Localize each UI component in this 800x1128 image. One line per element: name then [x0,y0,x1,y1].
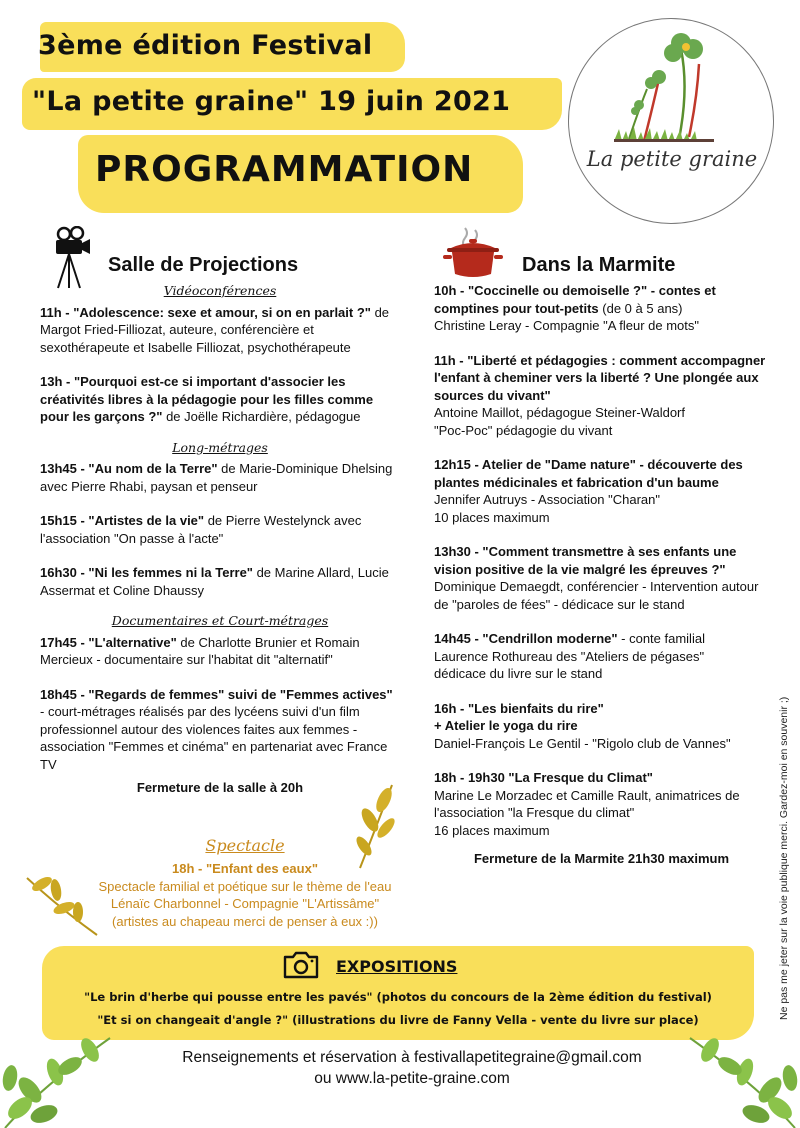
exposition-item: "Et si on changeait d'angle ?" (illustrations du livre de Fanny Vella - vente du livre sur place) [97,1013,699,1027]
right-closing: Fermeture de la Marmite 21h30 maximum [473,851,730,866]
spectacle-block [80,836,410,930]
subsection-long-metrages: Long-métrages [172,439,268,455]
festival-name-date: "La petite graine" 19 juin 2021 [32,86,511,117]
programmation-title: PROGRAMMATION [95,149,474,190]
left-program [40,282,400,797]
spectacle-note: (artistes au chapeau merci de penser à eux :)) [112,913,378,929]
logo-plant-icon [569,19,774,224]
program-entry: 16h - "Les bienfaits du rire" + Atelier le yoga du rire Daniel-François Le Gentil - "Rigolo club de Vannes" [434,700,731,751]
contact-email: Renseignements et réservation à festivallapetitegraine@gmail.com [182,1049,642,1066]
program-entry: 15h15 - "Artistes de la vie" de Pierre Westelynck avec l'association "On passe à l'acte" [40,513,362,546]
logo [568,18,774,224]
left-section-title: Salle de Projections [108,254,299,276]
subsection-documentaires: Documentaires et Court-métrages [111,613,329,628]
logo-text: La petite graine [586,147,758,171]
program-entry: 17h45 - "L'alternative" de Charlotte Brunier et Romain Mercieux - documentaire sur l'habitat dit "alternatif" [40,634,360,667]
leaf-branch-icon [670,1028,800,1128]
right-program [434,282,769,868]
program-entry: 18h45 - "Regards de femmes" suivi de "Femmes actives" - court-métrages réalisés par des lycéens suivi d'un film professionnel autour des violences faites aux femmes - association "Femmes et cinéma" en partenariat avec France TV [40,686,393,772]
program-entry: 13h - "Pourquoi est-ce si important d'associer les créativités libres à la pédagogie pour les filles comme pour les garçons ?" de Joëlle Richardière, pédagogue [40,374,374,424]
program-entry: 14h45 - "Cendrillon moderne" - conte familial Laurence Rothureau des "Ateliers de pégases" dédicace du livre sur le stand [434,631,705,681]
exposition-item: "Le brin d'herbe qui pousse entre les pavés" (photos du concours de la 2ème édition du festival) [84,990,712,1004]
program-entry: 11h - "Adolescence: sexe et amour, si on en parlait ?" de Margot Fried-Filliozat, auteure, conférencière et sexothérapeute et Isabelle Filliozat, psychothérapeute [40,304,390,355]
program-entry: 11h - "Liberté et pédagogies : comment accompagner l'enfant à cheminer vers la liberté ? Une plongée aux sources du vivant" Antoine Maillot, pédagogue Steiner-Waldorf "Poc-Poc" pédagogie du vivant [434,352,766,438]
film-camera-icon [52,226,92,290]
side-note: Ne pas me jeter sur la voie publique merci. Gardez-moi en souvenir ;) [778,696,790,1020]
program-entry: 18h - 19h30 "La Fresque du Climat" Marine Le Morzadec et Camille Rault, animatrices de l'association "la Fresque du climat" 16 places maximum [434,770,740,838]
program-entry: 13h45 - "Au nom de la Terre" de Marie-Dominique Dhelsing avec Pierre Rhabi, paysan et penseur [40,461,393,494]
camera-icon [282,950,320,980]
leaf-branch-icon [0,1028,130,1128]
spectacle-description: Spectacle familial et poétique sur le thème de l'eau [98,878,392,894]
program-entry: 13h30 - "Comment transmettre à ses enfants une vision positive de la vie malgré les épreuves ?" Dominique Demaegdt, conférencier - Intervention autour de "paroles de fées" - dédicace sur le stand [434,544,759,612]
right-section-title: Dans la Marmite [522,254,676,276]
program-entry: 12h15 - Atelier de "Dame nature" - découverte des plantes médicinales et fabrication d'un baume Jennifer Autruys - Association "Charan" 10 places maximum [434,457,743,525]
contact-box [152,1042,672,1092]
contact-website: ou www.la-petite-graine.com [314,1070,510,1087]
program-entry: 10h - "Coccinelle ou demoiselle ?" - contes et comptines pour tout-petits (de 0 à 5 ans) Christine Leray - Compagnie "A fleur de mots" [434,283,716,333]
subsection-videoconferences: Vidéoconférences [163,283,277,298]
left-closing: Fermeture de la salle à 20h [136,780,304,795]
spectacle-company: Lénaïc Charbonnel - Compagnie "L'Artissâme" [110,896,380,911]
festival-edition-title: 3ème édition Festival [38,30,373,61]
cooking-pot-icon [443,226,503,280]
program-entry: 16h30 - "Ni les femmes ni la Terre" de Marine Allard, Lucie Assermat et Coline Dhaussy [40,565,389,598]
spectacle-title: 18h - "Enfant des eaux" [172,861,318,876]
spectacle-heading: Spectacle [205,836,285,855]
expositions-heading: EXPOSITIONS [336,957,458,976]
